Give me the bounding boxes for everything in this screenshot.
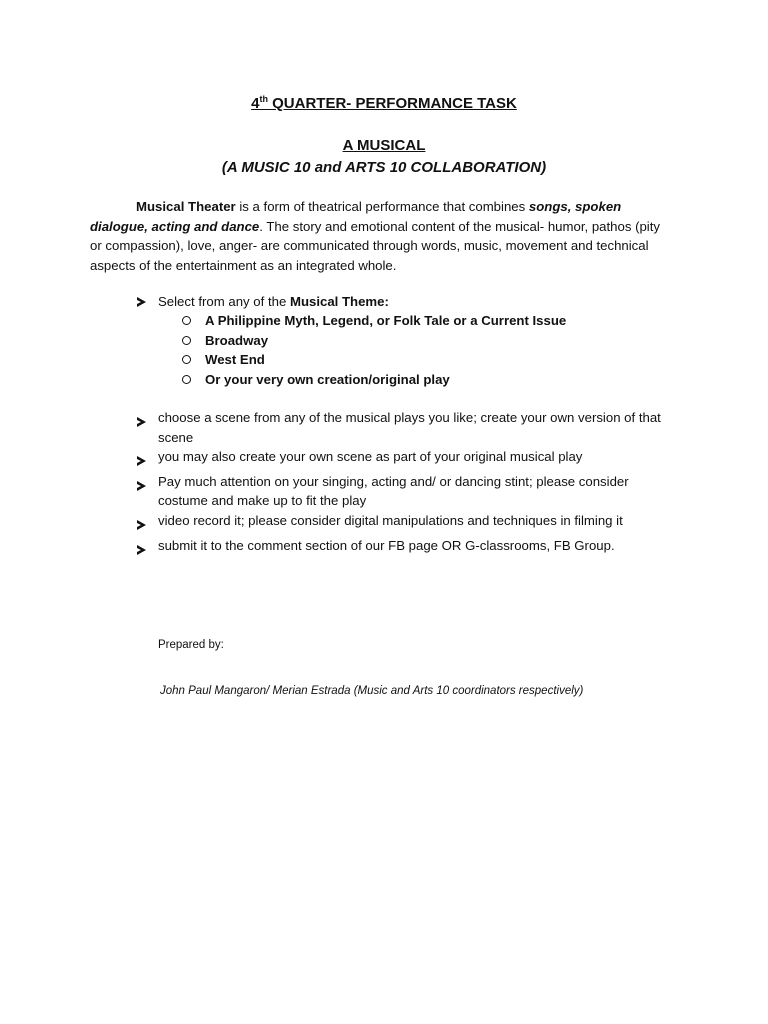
intro-term: Musical Theater xyxy=(136,199,236,214)
task-text: you may also create your own scene as part of your original musical play xyxy=(158,449,583,465)
circle-bullet-icon xyxy=(182,336,191,345)
list-item xyxy=(137,511,662,536)
title-superscript: th xyxy=(259,94,268,104)
coordinators-signature: John Paul Mangaron/ Merian Estrada (Music and Arts 10 coordinators respectively) xyxy=(160,685,584,697)
theme-option: Or your very own creation/original play xyxy=(205,371,450,387)
task-text: submit it to the comment section of our FB page OR G-classrooms, FB Group. xyxy=(158,537,615,553)
list-item xyxy=(180,331,566,351)
intro-paragraph xyxy=(90,197,670,275)
list-item xyxy=(180,350,566,370)
arrow-bullet-icon xyxy=(137,456,146,466)
theme-option: Broadway xyxy=(205,332,269,348)
circle-bullet-icon xyxy=(182,355,191,364)
arrow-bullet-icon xyxy=(137,297,146,307)
list-item xyxy=(180,370,566,390)
circle-bullet-icon xyxy=(182,375,191,384)
list-item xyxy=(137,447,662,472)
theme-instruction xyxy=(137,292,389,312)
intro-text-2: . The story and emotional content of the musical- humor, pathos (pity or compassion), love, anger- are communicated through words, music, movement and technical aspects of the entertainment as an integrated whole. xyxy=(90,218,660,273)
task-list xyxy=(137,408,662,560)
theme-options-list xyxy=(180,311,566,389)
circle-bullet-icon xyxy=(182,316,191,325)
list-item xyxy=(180,311,566,331)
arrow-bullet-icon xyxy=(137,481,146,491)
page-title xyxy=(0,94,768,114)
subtitle-collaboration: (A MUSIC 10 and ARTS 10 COLLABORATION) xyxy=(221,159,547,176)
list-item xyxy=(137,472,662,511)
theme-option: West End xyxy=(205,352,265,368)
theme-option: A Philippine Myth, Legend, or Folk Tale or a Current Issue xyxy=(205,313,567,328)
arrow-bullet-icon xyxy=(137,545,146,555)
arrow-bullet-icon xyxy=(137,520,146,530)
arrow-bullet-icon xyxy=(137,417,146,427)
title-text: QUARTER- PERFORMANCE TASK xyxy=(267,95,517,112)
subtitle: A MUSICAL xyxy=(342,137,426,154)
theme-lead: Select from any of the xyxy=(158,294,290,309)
intro-text-1: is a form of theatrical performance that combines xyxy=(235,199,529,214)
task-text: Pay much attention on your singing, acting and/ or dancing stint; please consider costume and make up to fit the play xyxy=(158,473,629,509)
task-text: video record it; please consider digital manipulations and techniques in filming it xyxy=(158,512,623,528)
prepared-by-label: Prepared by: xyxy=(158,639,224,651)
title-number: 4 xyxy=(251,95,260,112)
list-item xyxy=(137,536,662,561)
task-text: choose a scene from any of the musical plays you like; create your own version of that scene xyxy=(158,410,661,445)
list-item xyxy=(137,408,662,447)
intro-emphasis: songs, spoken dialogue, acting and dance xyxy=(90,199,622,234)
theme-label: Musical Theme: xyxy=(289,294,389,309)
